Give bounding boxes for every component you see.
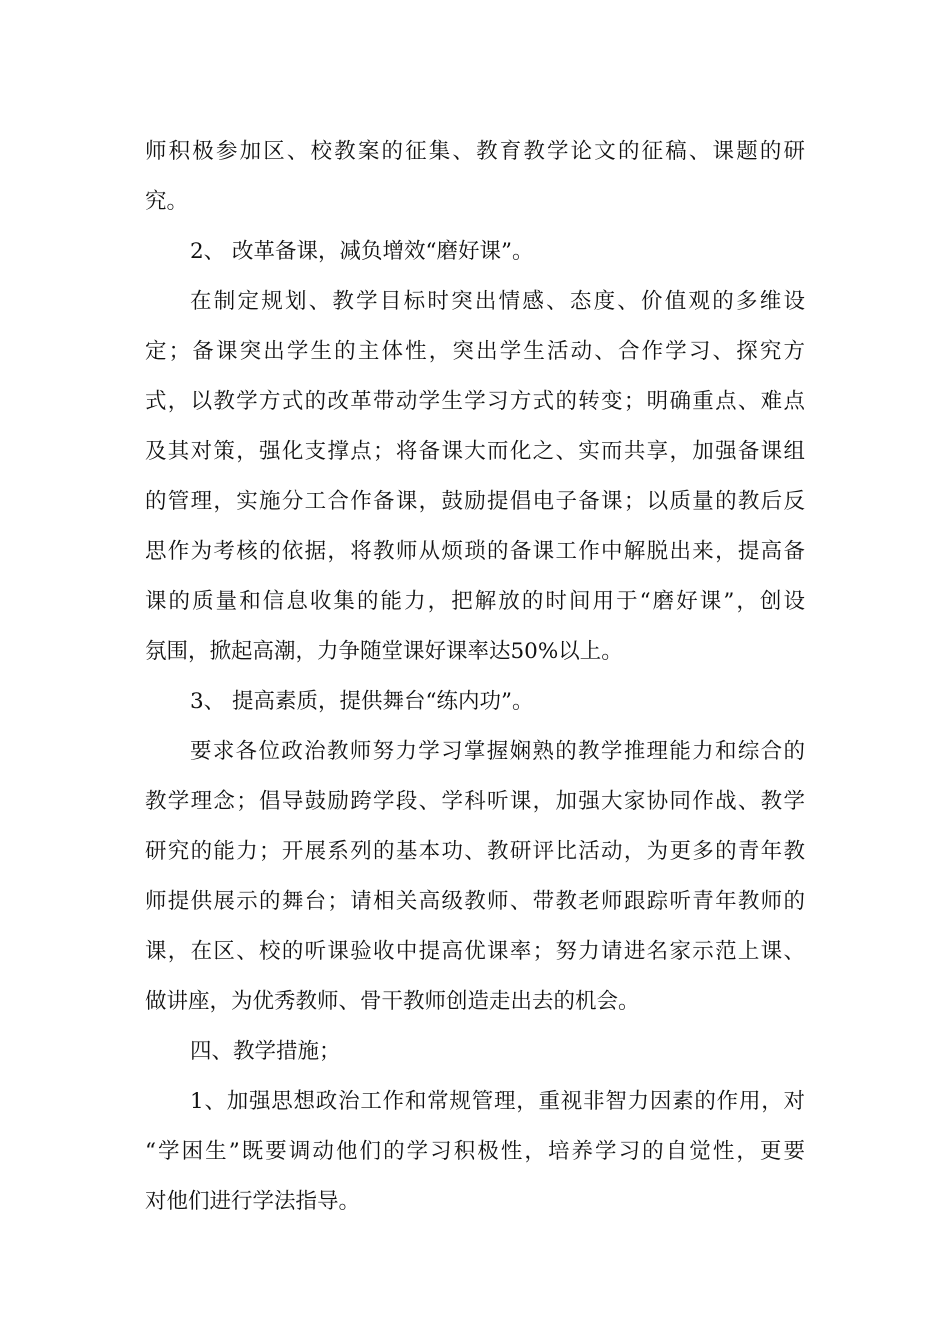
section-heading: 3、 提高素质，提供舞台“练内功”。 <box>190 689 534 714</box>
paragraph-line: 课，在区、校的听课验收中提高优课率；努力请进名家示范上课、 <box>145 939 805 964</box>
paragraph-line: 师积极参加区、校教案的征集、教育教学论文的征稿、课题的研 <box>145 139 805 164</box>
paragraph-line: 及其对策，强化支撑点；将备课大而化之、实而共享，加强备课组 <box>145 439 805 464</box>
paragraph-line: 式，以教学方式的改革带动学生学习方式的转变；明确重点、难点 <box>145 389 805 414</box>
paragraph-line: “学困生”既要调动他们的学习积极性，培养学习的自觉性，更要 <box>145 1139 805 1164</box>
paragraph-line: 的管理，实施分工合作备课，鼓励提倡电子备课；以质量的教后反 <box>145 489 805 514</box>
paragraph-line: 对他们进行学法指导。 <box>145 1189 361 1214</box>
paragraph-line: 究。 <box>145 189 189 214</box>
paragraph-line: 思作为考核的依据，将教师从烦琐的备课工作中解脱出来，提高备 <box>145 539 805 564</box>
paragraph-line: 1、加强思想政治工作和常规管理，重视非智力因素的作用，对 <box>190 1089 805 1114</box>
paragraph-line: 氛围，掀起高潮，力争随堂课好课率达50%以上。 <box>145 639 623 664</box>
paragraph-line: 在制定规划、教学目标时突出情感、态度、价值观的多维设 <box>190 289 805 314</box>
paragraph-line: 师提供展示的舞台；请相关高级教师、带教老师跟踪听青年教师的 <box>145 889 805 914</box>
paragraph-line: 定；备课突出学生的主体性，突出学生活动、合作学习、探究方 <box>145 339 805 364</box>
paragraph-line: 课的质量和信息收集的能力，把解放的时间用于“磨好课”，创设 <box>145 589 805 614</box>
paragraph-line: 要求各位政治教师努力学习掌握娴熟的教学推理能力和综合的 <box>190 739 805 764</box>
section-heading: 四、教学措施； <box>190 1039 341 1064</box>
paragraph-line: 做讲座，为优秀教师、骨干教师创造走出去的机会。 <box>145 989 640 1014</box>
paragraph-line: 研究的能力；开展系列的基本功、教研评比活动，为更多的青年教 <box>145 839 805 864</box>
paragraph-line: 教学理念；倡导鼓励跨学段、学科听课，加强大家协同作战、教学 <box>145 789 805 814</box>
section-heading: 2、 改革备课，减负增效“磨好课”。 <box>190 239 534 264</box>
